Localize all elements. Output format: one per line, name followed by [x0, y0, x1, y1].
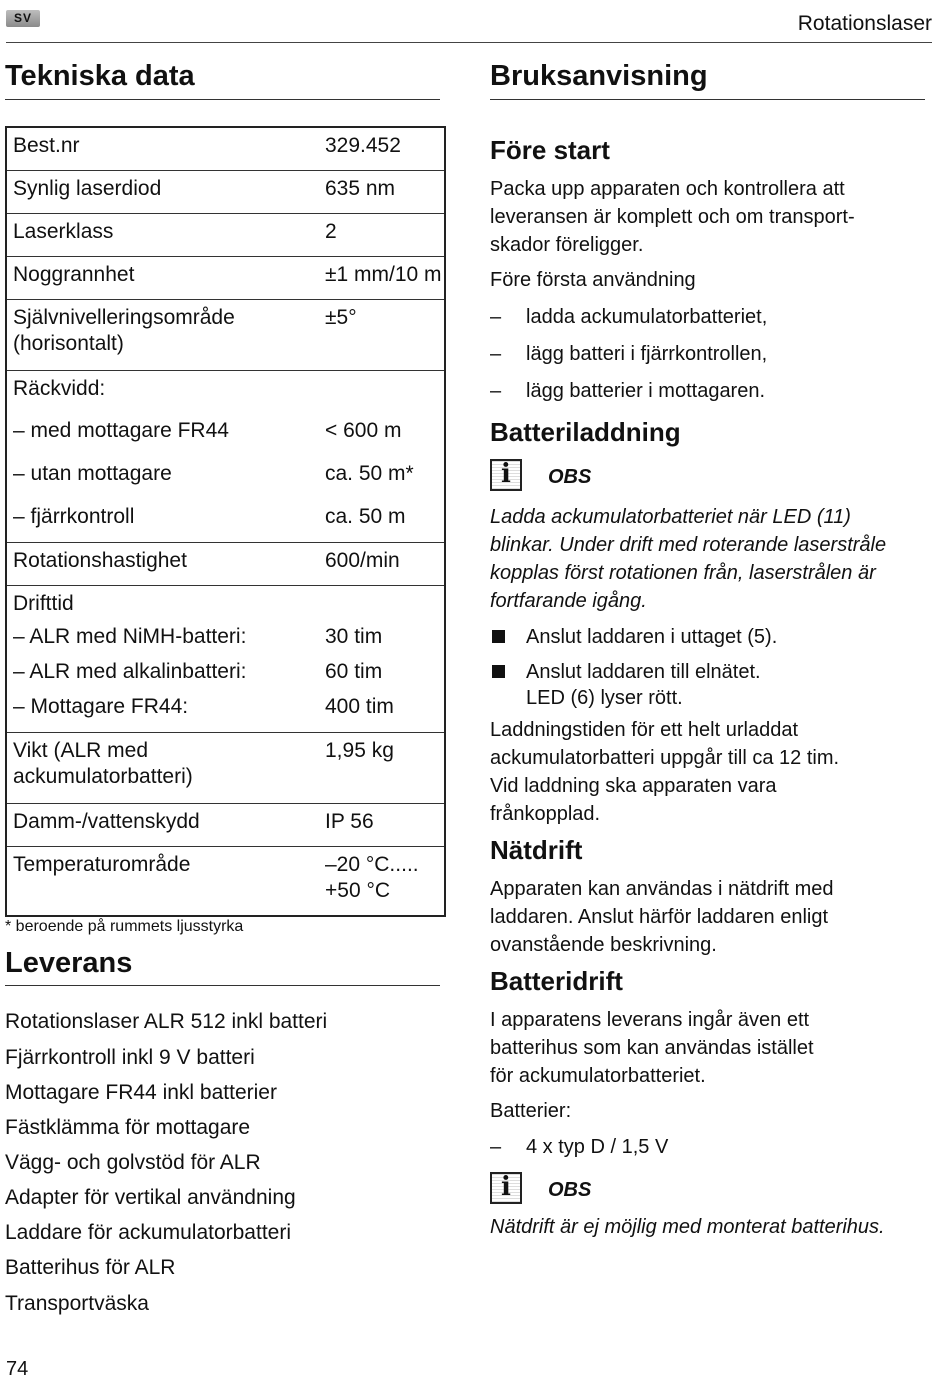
- delivery-item: Adapter för vertikal användning: [5, 1186, 296, 1209]
- header-divider: [6, 42, 932, 43]
- text-line: leveransen är komplett och om transport-: [490, 206, 855, 228]
- spec-value-line: –20 °C.....: [325, 852, 419, 876]
- step-text: Anslut laddaren i uttaget (5).: [526, 626, 778, 648]
- spec-label-line: (horisontalt): [13, 331, 124, 355]
- mains-title: Nätdrift: [490, 835, 583, 865]
- spec-row: [6, 499, 445, 542]
- tech-data-rule: [5, 99, 440, 100]
- obs-label: OBS: [548, 1179, 592, 1201]
- delivery-item: Mottagare FR44 inkl batterier: [5, 1081, 277, 1104]
- spec-value: 60 tim: [325, 660, 383, 683]
- spec-label: [6, 732, 313, 803]
- spec-label: Damm-/vattenskydd: [6, 803, 313, 846]
- page-number: 74: [6, 1358, 29, 1380]
- spec-row: [6, 692, 445, 732]
- spec-value: 2: [313, 213, 445, 256]
- text-line: skador föreligger.: [490, 234, 644, 256]
- text-line: I apparatens leverans ingår även ett: [490, 1009, 810, 1031]
- before-start-text: [490, 175, 935, 259]
- spec-value: 400 tim: [313, 692, 445, 732]
- text-line: ovanstående beskrivning.: [490, 934, 717, 956]
- delivery-rule: [5, 985, 440, 986]
- delivery-item: Fjärrkontroll inkl 9 V batteri: [5, 1046, 255, 1069]
- spec-row: [6, 413, 445, 456]
- dash-icon: –: [490, 343, 502, 365]
- delivery-item: Fästklämma för mottagare: [5, 1116, 251, 1139]
- spec-row: [6, 585, 445, 622]
- spec-row: [6, 542, 445, 585]
- spec-label: – ALR med alkalinbatteri:: [13, 660, 247, 683]
- spec-value: < 600 m: [325, 419, 402, 442]
- step-text: LED (6) lyser rött.: [526, 687, 683, 709]
- manual-rule: [490, 99, 925, 100]
- charging-note: [490, 503, 935, 615]
- batteries-label: Batterier:: [490, 1100, 572, 1122]
- list-item-text: ladda ackumulatorbatteriet,: [526, 306, 768, 328]
- spec-value: [313, 585, 445, 622]
- spec-footnote: * beroende på rummets ljusstyrka: [5, 918, 244, 935]
- spec-label: Temperaturområde: [13, 852, 191, 876]
- dash-icon: –: [490, 1136, 502, 1158]
- before-start-title: Före start: [490, 135, 610, 165]
- spec-label: [6, 299, 313, 370]
- spec-row: [6, 732, 445, 803]
- spec-value: ±5°: [313, 299, 445, 370]
- spec-label: – ALR med NiMH-batteri:: [13, 625, 247, 648]
- spec-row: [6, 846, 445, 916]
- before-first-use-text: Före första användning: [490, 269, 696, 291]
- delivery-title: Leverans: [5, 947, 133, 979]
- spec-label-line: ackumulatorbatteri): [13, 764, 193, 788]
- delivery-item: Vägg- och golvstöd för ALR: [5, 1151, 261, 1174]
- spec-label: – utan mottagare: [13, 462, 172, 485]
- spec-row: [6, 803, 445, 846]
- spec-row: [6, 370, 445, 413]
- square-bullet-icon: [492, 630, 505, 643]
- obs-label: OBS: [548, 466, 592, 488]
- spec-label: Drifttid: [13, 591, 74, 615]
- text-line: kopplas först rotationen från, laserstrålen är: [490, 562, 876, 584]
- spec-row: [6, 256, 445, 299]
- list-item-text: lägg batterier i mottagaren.: [526, 380, 766, 402]
- spec-label: Räckvidd:: [13, 376, 106, 400]
- spec-table: [5, 126, 446, 917]
- spec-label: Best.nr: [6, 127, 313, 170]
- spec-label-line: Vikt (ALR med: [13, 738, 148, 762]
- spec-label: – med mottagare FR44: [13, 419, 229, 442]
- text-line: blinkar. Under drift med roterande laserstråle: [490, 534, 887, 556]
- spec-value: ca. 50 m: [313, 499, 445, 542]
- spec-value-line: +50 °C: [325, 878, 391, 902]
- text-line: Ladda ackumulatorbatteriet när LED (11): [490, 506, 851, 528]
- spec-row: [6, 299, 445, 370]
- text-line: Packa upp apparaten och kontrollera att: [490, 178, 845, 200]
- spec-label: Laserklass: [6, 213, 313, 256]
- step-text: Anslut laddaren till elnätet.: [526, 661, 761, 683]
- spec-value: 1,95 kg: [313, 732, 445, 803]
- spec-value: ca. 50 m*: [325, 462, 414, 485]
- battery-title: Batteridrift: [490, 966, 623, 996]
- battery-text: [490, 1006, 935, 1090]
- delivery-item: Rotationslaser ALR 512 inkl batteri: [5, 1010, 328, 1033]
- spec-row: [6, 213, 445, 256]
- text-line: fortfarande igång.: [490, 590, 647, 612]
- spec-row: [6, 622, 445, 657]
- spec-label: – fjärrkontroll: [6, 499, 313, 542]
- spec-value: [313, 370, 445, 413]
- text-line: frånkopplad.: [490, 803, 601, 825]
- manual-title: Bruksanvisning: [490, 60, 708, 92]
- charging-text: [490, 716, 935, 828]
- info-icon: i: [490, 459, 522, 491]
- tech-data-title: Tekniska data: [5, 60, 195, 92]
- text-line: för ackumulatorbatteriet.: [490, 1065, 706, 1087]
- spec-value: 30 tim: [325, 625, 383, 648]
- delivery-item: Laddare för ackumulatorbatteri: [5, 1221, 291, 1244]
- text-line: Laddningstiden för ett helt urladdat: [490, 719, 798, 741]
- language-badge: SV: [6, 10, 40, 27]
- spec-value: 635 nm: [313, 170, 445, 213]
- spec-value: [313, 846, 445, 916]
- delivery-item: Batterihus för ALR: [5, 1256, 176, 1279]
- spec-row: [6, 170, 445, 213]
- text-line: batterihus som kan användas istället: [490, 1037, 814, 1059]
- spec-label: Rotationshastighet: [6, 542, 313, 585]
- dash-icon: –: [490, 380, 502, 402]
- battery-note: Nätdrift är ej möjlig med monterat batterihus.: [490, 1216, 885, 1238]
- spec-label: Noggrannhet: [6, 256, 313, 299]
- spec-value: ±1 mm/10 m: [313, 256, 445, 299]
- charging-title: Batteriladdning: [490, 417, 681, 447]
- text-line: laddaren. Anslut härför laddaren enligt: [490, 906, 829, 928]
- dash-icon: –: [490, 306, 502, 328]
- spec-value: IP 56: [313, 803, 445, 846]
- square-bullet-icon: [492, 665, 505, 678]
- header-title: Rotationslaser: [797, 12, 932, 35]
- spec-value: 600/min: [313, 542, 445, 585]
- spec-row: [6, 127, 445, 170]
- text-line: Apparaten kan användas i nätdrift med: [490, 878, 834, 900]
- list-item-text: 4 x typ D / 1,5 V: [526, 1136, 669, 1158]
- text-line: Vid laddning ska apparaten vara: [490, 775, 777, 797]
- spec-label: – Mottagare FR44:: [6, 692, 313, 732]
- spec-row: [6, 657, 445, 692]
- text-line: ackumulatorbatteri uppgår till ca 12 tim.: [490, 747, 840, 769]
- spec-row: [6, 456, 445, 499]
- list-item-text: lägg batteri i fjärrkontrollen,: [526, 343, 768, 365]
- info-icon: i: [490, 1172, 522, 1204]
- spec-label: Synlig laserdiod: [6, 170, 313, 213]
- spec-label-line: Självnivelleringsområde: [13, 305, 235, 329]
- mains-text: [490, 875, 935, 959]
- spec-value: 329.452: [313, 127, 445, 170]
- delivery-item: Transportväska: [5, 1292, 149, 1315]
